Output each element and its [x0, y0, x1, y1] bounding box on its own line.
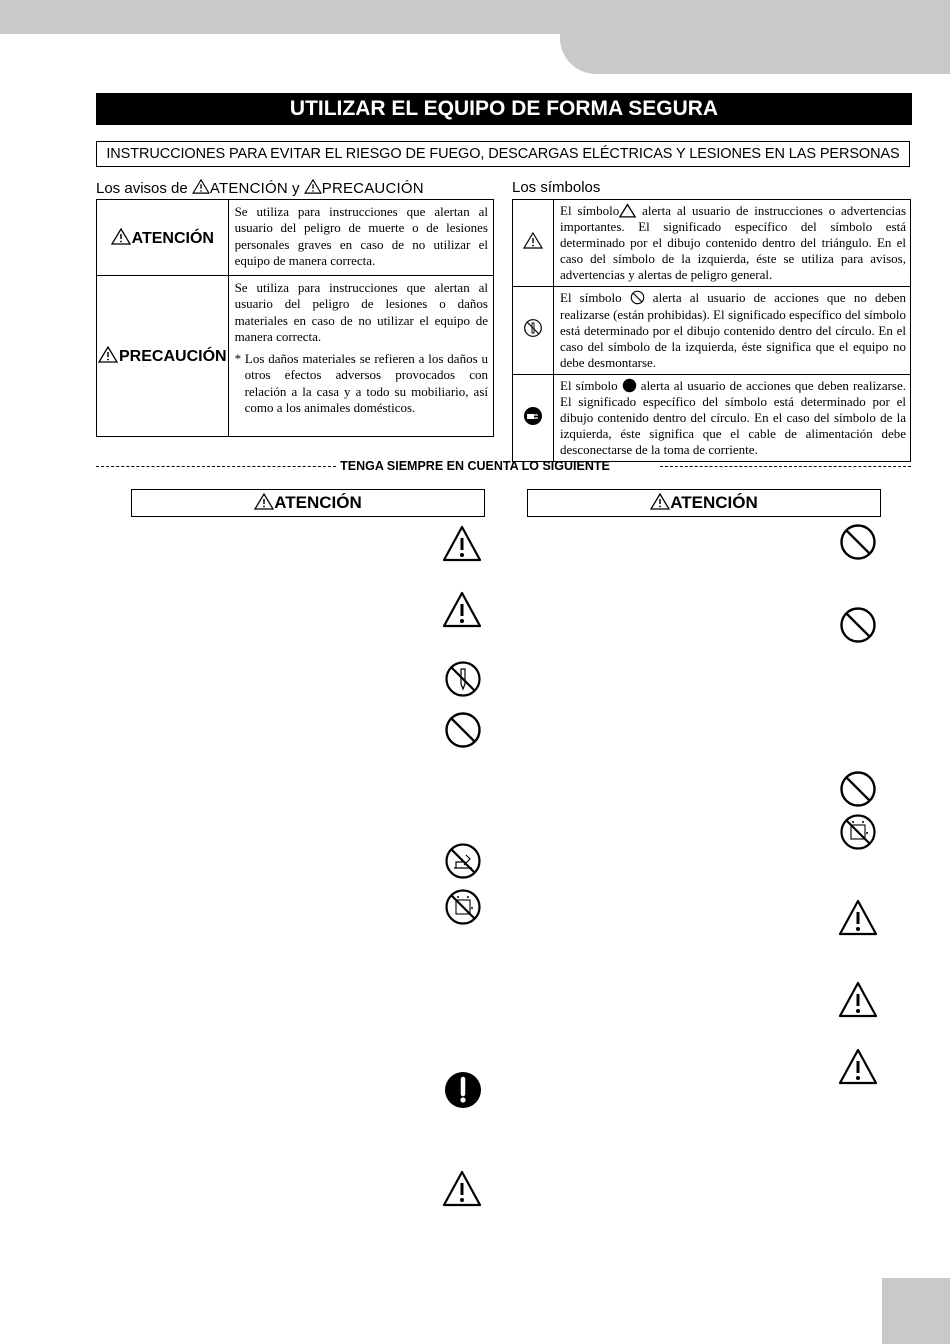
notice-row-caution: [97, 276, 494, 437]
warning-triangle-icon: [650, 493, 670, 510]
symbol-text-body: alerta al usuario de acciones que no deben realizarse (están prohibidas). El significado específico del símbolo está determinado por el dibujo contenido dentro del círculo. En el caso del símbolo de la izquierda, éste significa que el equipo no debe desmontarse.: [560, 290, 906, 370]
notices-table: [96, 199, 494, 437]
column-header-left: [131, 489, 485, 517]
no-modify-icon: [444, 842, 482, 880]
symbol-text-pre: El símbolo: [560, 203, 620, 218]
symbol-text-mandatory: [554, 374, 911, 461]
no-disassembly-icon: [444, 660, 482, 698]
warning-triangle-icon: [619, 203, 636, 218]
prohibited-icon: [839, 606, 877, 644]
warning-triangle-icon: [254, 493, 274, 510]
page-corner-tab: [882, 1278, 950, 1344]
symbol-text-body: alerta al usuario de acciones que deben realizarse. El significado específico del símbolo está determinado por el dibujo contenido dentro del círculo. En el caso del símbolo de la izquierda, éste significa que el cable de alimentación debe desconectarse de la toma de corriente.: [560, 377, 906, 458]
warning-triangle-icon: [111, 228, 131, 245]
warning-triangle-icon: [838, 1048, 878, 1086]
symbols-table: [512, 199, 911, 462]
prohibited-icon: [630, 290, 645, 305]
warning-triangle-icon: [304, 179, 322, 194]
page-subtitle: INSTRUCCIONES PARA EVITAR EL RIESGO DE FUEGO, DESCARGAS ELÉCTRICAS Y LESIONES EN LAS PERSONAS: [96, 141, 910, 167]
symbol-row-warning: [513, 200, 911, 287]
symbol-row-mandatory: [513, 374, 911, 461]
warning-triangle-icon: [838, 899, 878, 937]
warning-triangle-icon: [838, 981, 878, 1019]
symbol-icon-cell: [513, 374, 554, 461]
divider-line-right: [660, 466, 911, 467]
warning-triangle-icon: [442, 1170, 482, 1208]
symbols-heading: Los símbolos: [512, 179, 601, 196]
notice-cell-precaucion: [228, 276, 493, 437]
notice-label-cell: [97, 200, 229, 276]
header-tab: [560, 0, 950, 74]
warning-triangle-icon: [98, 346, 118, 363]
mandatory-action-icon: [444, 1071, 482, 1109]
prohibited-icon: [839, 770, 877, 808]
notice-text-atencion: Se utiliza para instrucciones que alertan al usuario del peligro de muerte o de lesiones personales graves en caso de no utilizar el equipo de manera correcta.: [228, 200, 493, 276]
symbol-text-warning: [554, 200, 911, 287]
warning-triangle-icon: [523, 232, 543, 249]
symbol-text-prohibited: [554, 287, 911, 374]
notice-label-atencion: ATENCIÓN: [131, 229, 214, 247]
notices-heading-word1: ATENCIÓN: [209, 180, 288, 197]
notices-heading: [96, 179, 424, 198]
symbol-text-body: alerta al usuario de instrucciones o advertencias importantes. El significado específico del símbolo está determinado por el dibujo contenido dentro del triángulo. En el caso del símbolo de la izquierda, éste se utiliza para avisos, advertencias y alertas de peligro general.: [560, 203, 907, 283]
column-header-right: [527, 489, 881, 517]
symbol-icon-cell: [513, 287, 554, 374]
notices-heading-prefix: Los avisos de: [96, 180, 192, 197]
symbol-row-prohibited: [513, 287, 911, 374]
column-header-label: ATENCIÓN: [274, 493, 362, 512]
no-children-icon: [839, 813, 877, 851]
prohibited-icon: [839, 523, 877, 561]
notice-label-precaucion: PRECAUCIÓN: [119, 348, 227, 365]
warning-triangle-icon: [192, 179, 210, 194]
symbol-icon-cell: [513, 200, 554, 287]
notice-footnote: * Los daños materiales se refieren a los daños u otros efectos adversos provocados con relación a la casa y a todo su mobiliario, así como a los animales domésticos.: [234, 351, 488, 416]
page-title: UTILIZAR EL EQUIPO DE FORMA SEGURA: [96, 93, 912, 125]
symbol-text-pre: El símbolo: [560, 290, 630, 306]
notices-heading-word2: PRECAUCIÓN: [321, 180, 424, 197]
notices-heading-mid: y: [287, 180, 304, 197]
filled-circle-icon: [622, 378, 637, 393]
warning-triangle-icon: [442, 591, 482, 629]
notice-row-warning: [97, 200, 494, 276]
symbol-text-pre: El símbolo: [560, 377, 622, 393]
prohibited-icon: [444, 711, 482, 749]
divider-text: TENGA SIEMPRE EN CUENTA LO SIGUIENTE: [340, 459, 610, 473]
column-header-label: ATENCIÓN: [670, 493, 758, 512]
notice-label-cell: [97, 276, 229, 437]
unplug-icon: [523, 406, 543, 426]
warning-triangle-icon: [442, 525, 482, 563]
notice-text-precaucion: Se utiliza para instrucciones que alertan al usuario del peligro de lesiones o daños materiales en caso de no utilizar el equipo de manera correcta.: [234, 280, 488, 344]
no-disassembly-icon: [523, 318, 543, 338]
no-children-icon: [444, 888, 482, 926]
